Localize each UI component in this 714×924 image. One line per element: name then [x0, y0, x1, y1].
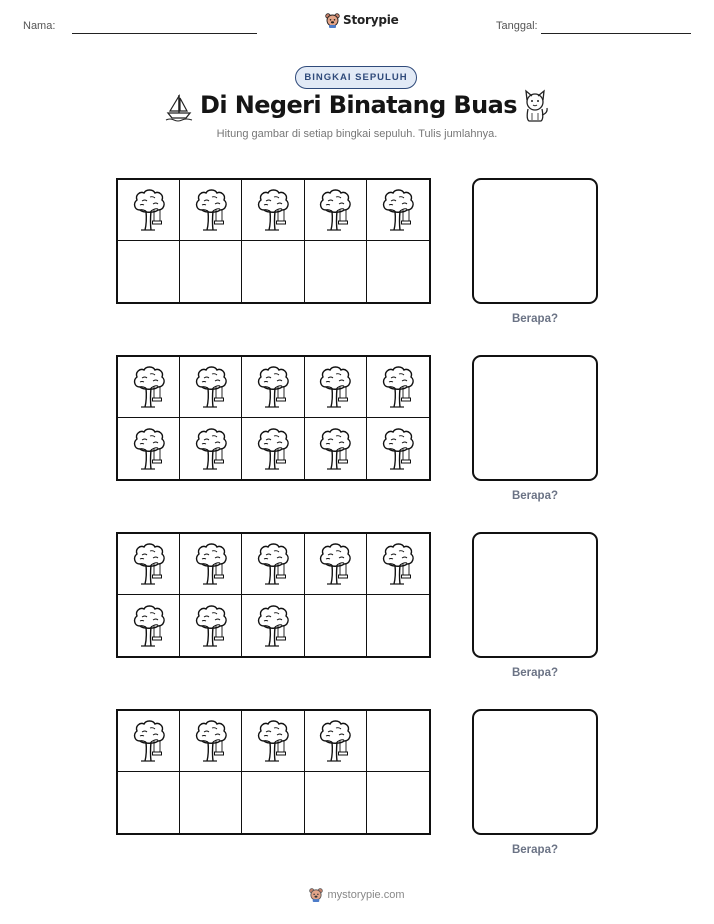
instructions: Hitung gambar di setiap bingkai sepuluh. Tulis jumlahnya.: [216, 128, 498, 140]
tree-with-swing-icon: [380, 427, 416, 471]
ten-frame-cell: [180, 357, 242, 418]
tree-with-swing-icon: [255, 188, 291, 232]
storypie-bear-icon: [309, 887, 323, 902]
ten-frame-cell: [242, 711, 304, 772]
tree-with-swing-icon: [131, 188, 167, 232]
ten-frame-cell: [118, 418, 180, 479]
ten-frame-cell: [118, 595, 180, 656]
ten-frame-cell: [180, 534, 242, 595]
ten-frame-cell: [367, 534, 429, 595]
tree-with-swing-icon: [317, 188, 353, 232]
tree-with-swing-icon: [317, 542, 353, 586]
ten-frame-cell: [305, 357, 367, 418]
ten-frame-cell: [305, 711, 367, 772]
answer-label-2: Berapa?: [511, 490, 559, 502]
ten-frame-cell: [305, 772, 367, 833]
tree-with-swing-icon: [193, 719, 229, 763]
ten-frame-cell: [242, 595, 304, 656]
storypie-bear-icon: [325, 12, 340, 28]
answer-box-3[interactable]: [472, 532, 598, 658]
tree-with-swing-icon: [193, 604, 229, 648]
ten-frame-cell: [367, 180, 429, 241]
ten-frame-cell: [118, 772, 180, 833]
ten-frame-3: [116, 532, 431, 658]
name-line[interactable]: [72, 33, 257, 34]
ten-frame-cell: [180, 595, 242, 656]
tree-with-swing-icon: [255, 604, 291, 648]
ten-frame-cell: [242, 534, 304, 595]
ten-frame-cell: [180, 241, 242, 302]
answer-label-1: Berapa?: [511, 313, 559, 325]
name-label: Nama:: [23, 20, 56, 32]
ten-frame-cell: [305, 180, 367, 241]
footer-site: mystorypie.com: [327, 888, 405, 901]
ten-frame-cell: [180, 772, 242, 833]
wolf-costume-kid-icon: [520, 89, 550, 123]
tree-with-swing-icon: [193, 365, 229, 409]
tree-with-swing-icon: [193, 427, 229, 471]
worksheet-title: Di Negeri Binatang Buas: [200, 91, 517, 119]
storypie-logo: [325, 12, 399, 28]
ten-frame-cell: [180, 711, 242, 772]
ten-frame-1: [116, 178, 431, 304]
ten-frame-2: [116, 355, 431, 481]
ten-frame-cell: [305, 595, 367, 656]
logo-text: Storypie: [343, 13, 399, 27]
ten-frame-cell: [118, 534, 180, 595]
ten-frame-cell: [118, 711, 180, 772]
ten-frame-cell: [242, 357, 304, 418]
ten-frame-cell: [242, 418, 304, 479]
ten-frame-cell: [118, 180, 180, 241]
tree-with-swing-icon: [131, 604, 167, 648]
ten-frame-cell: [367, 357, 429, 418]
ten-frame-cell: [367, 772, 429, 833]
tree-with-swing-icon: [380, 542, 416, 586]
ten-frame-cell: [242, 772, 304, 833]
ten-frame-cell: [367, 595, 429, 656]
date-label: Tanggal:: [496, 20, 538, 32]
tree-with-swing-icon: [131, 719, 167, 763]
ten-frame-cell: [118, 241, 180, 302]
ten-frame-cell: [180, 418, 242, 479]
tree-with-swing-icon: [317, 365, 353, 409]
footer: [0, 887, 714, 902]
answer-label-4: Berapa?: [511, 844, 559, 856]
ten-frame-cell: [242, 241, 304, 302]
answer-box-4[interactable]: [472, 709, 598, 835]
answer-box-2[interactable]: [472, 355, 598, 481]
sailboat-icon: [165, 92, 193, 122]
tree-with-swing-icon: [380, 188, 416, 232]
answer-label-3: Berapa?: [511, 667, 559, 679]
tree-with-swing-icon: [317, 719, 353, 763]
ten-frame-cell: [118, 357, 180, 418]
ten-frame-cell: [367, 418, 429, 479]
ten-frame-cell: [305, 241, 367, 302]
ten-frame-cell: [305, 418, 367, 479]
tree-with-swing-icon: [255, 542, 291, 586]
ten-frame-cell: [242, 180, 304, 241]
tree-with-swing-icon: [131, 427, 167, 471]
date-line[interactable]: [541, 33, 691, 34]
tree-with-swing-icon: [380, 365, 416, 409]
ten-frame-4: [116, 709, 431, 835]
tree-with-swing-icon: [255, 719, 291, 763]
tree-with-swing-icon: [193, 188, 229, 232]
ten-frame-cell: [367, 241, 429, 302]
answer-box-1[interactable]: [472, 178, 598, 304]
tree-with-swing-icon: [255, 427, 291, 471]
tree-with-swing-icon: [131, 365, 167, 409]
ten-frame-cell: [180, 180, 242, 241]
worksheet-type-badge: BINGKAI SEPULUH: [295, 66, 417, 89]
ten-frame-cell: [367, 711, 429, 772]
ten-frame-cell: [305, 534, 367, 595]
tree-with-swing-icon: [317, 427, 353, 471]
tree-with-swing-icon: [255, 365, 291, 409]
tree-with-swing-icon: [193, 542, 229, 586]
tree-with-swing-icon: [131, 542, 167, 586]
